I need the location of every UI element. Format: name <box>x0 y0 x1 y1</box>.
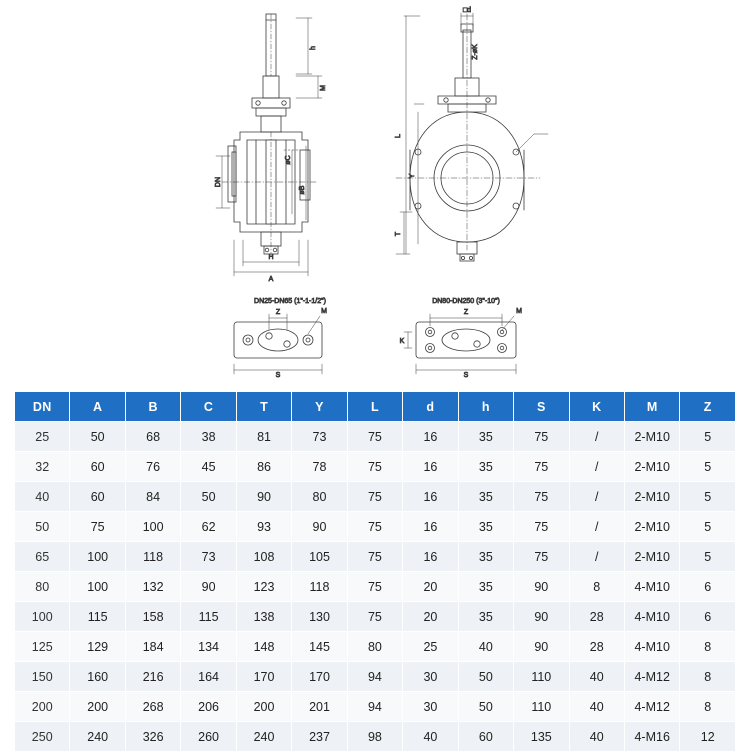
cell-a: 160 <box>70 662 125 692</box>
cell-y: 73 <box>292 422 347 452</box>
cell-b: 268 <box>125 692 180 722</box>
cell-y: 145 <box>292 632 347 662</box>
cell-k: 40 <box>569 662 624 692</box>
cell-h: 35 <box>458 452 513 482</box>
col-z: Z <box>680 392 736 422</box>
cell-k: / <box>569 512 624 542</box>
cell-z: 5 <box>680 452 736 482</box>
label-dn: DN <box>215 176 222 188</box>
cell-b: 216 <box>125 662 180 692</box>
cell-a: 50 <box>70 422 125 452</box>
cell-d: 16 <box>403 422 458 452</box>
cell-m: 2-M10 <box>624 512 679 542</box>
cell-d: 16 <box>403 512 458 542</box>
cell-m: 4-M12 <box>624 662 679 692</box>
label-s-right: S <box>463 372 469 379</box>
label-a: A <box>268 276 274 283</box>
cell-t: 81 <box>236 422 291 452</box>
cell-d: 25 <box>403 632 458 662</box>
cell-k: 28 <box>569 602 624 632</box>
flange-detail-large <box>404 314 516 374</box>
table-row <box>15 572 736 602</box>
col-t: T <box>236 392 291 422</box>
front-view <box>222 14 318 258</box>
cell-a: 240 <box>70 722 125 752</box>
cell-b: 118 <box>125 542 180 572</box>
label-t: T <box>395 231 402 237</box>
cell-s: 75 <box>514 512 569 542</box>
cell-d: 40 <box>403 722 458 752</box>
cell-h: 35 <box>458 422 513 452</box>
cell-d: 30 <box>403 692 458 722</box>
cell-t: 93 <box>236 512 291 542</box>
cell-dn: 40 <box>15 482 70 512</box>
cell-m: 4-M12 <box>624 692 679 722</box>
col-c: C <box>181 392 236 422</box>
cell-k: 40 <box>569 722 624 752</box>
col-l: L <box>347 392 402 422</box>
cell-l: 75 <box>347 482 402 512</box>
cell-z: 12 <box>680 722 736 752</box>
cell-c: 134 <box>181 632 236 662</box>
cell-z: 6 <box>680 572 736 602</box>
cell-m: 2-M10 <box>624 452 679 482</box>
cell-c: 38 <box>181 422 236 452</box>
cell-m: 4-M10 <box>624 632 679 662</box>
flange-detail-small <box>234 314 322 374</box>
cell-dn: 25 <box>15 422 70 452</box>
table-row <box>15 422 736 452</box>
label-h-upper: h <box>310 46 317 50</box>
cell-d: 20 <box>403 572 458 602</box>
label-square: □d <box>462 7 472 14</box>
cell-m: 4-M16 <box>624 722 679 752</box>
table-row <box>15 632 736 662</box>
cell-m: 2-M10 <box>624 482 679 512</box>
cell-z: 5 <box>680 512 736 542</box>
cell-b: 184 <box>125 632 180 662</box>
label-phi-c: øC <box>285 155 292 165</box>
cell-k: / <box>569 452 624 482</box>
cell-k: / <box>569 542 624 572</box>
cell-y: 118 <box>292 572 347 602</box>
cell-m: 4-M10 <box>624 602 679 632</box>
cell-b: 68 <box>125 422 180 452</box>
cell-dn: 100 <box>15 602 70 632</box>
col-dn: DN <box>15 392 70 422</box>
col-a: A <box>70 392 125 422</box>
cell-b: 76 <box>125 452 180 482</box>
cell-s: 110 <box>514 692 569 722</box>
cell-a: 200 <box>70 692 125 722</box>
cell-h: 50 <box>458 662 513 692</box>
col-m: M <box>624 392 679 422</box>
cell-d: 16 <box>403 542 458 572</box>
cell-a: 60 <box>70 482 125 512</box>
cell-b: 84 <box>125 482 180 512</box>
cell-c: 90 <box>181 572 236 602</box>
spec-table <box>14 391 736 752</box>
cell-c: 62 <box>181 512 236 542</box>
cell-t: 240 <box>236 722 291 752</box>
cell-s: 135 <box>514 722 569 752</box>
cell-t: 86 <box>236 452 291 482</box>
cell-k: / <box>569 422 624 452</box>
cell-dn: 65 <box>15 542 70 572</box>
table-row <box>15 662 736 692</box>
cell-h: 35 <box>458 572 513 602</box>
spec-table-wrap <box>14 391 736 752</box>
cell-t: 90 <box>236 482 291 512</box>
col-d: d <box>403 392 458 422</box>
table-header-row <box>15 392 736 422</box>
cell-z: 8 <box>680 692 736 722</box>
cell-s: 90 <box>514 602 569 632</box>
cell-c: 164 <box>181 662 236 692</box>
cell-a: 129 <box>70 632 125 662</box>
cell-y: 80 <box>292 482 347 512</box>
cell-s: 75 <box>514 452 569 482</box>
cell-c: 206 <box>181 692 236 722</box>
cell-s: 75 <box>514 542 569 572</box>
cell-z: 5 <box>680 542 736 572</box>
table-row <box>15 512 736 542</box>
cell-l: 80 <box>347 632 402 662</box>
label-z-ok: Z-øK <box>472 44 479 60</box>
cell-c: 73 <box>181 542 236 572</box>
cell-c: 45 <box>181 452 236 482</box>
cell-y: 201 <box>292 692 347 722</box>
cell-dn: 32 <box>15 452 70 482</box>
cell-s: 75 <box>514 422 569 452</box>
cell-m: 4-M10 <box>624 572 679 602</box>
cell-b: 326 <box>125 722 180 752</box>
cell-y: 237 <box>292 722 347 752</box>
table-row <box>15 602 736 632</box>
cell-l: 94 <box>347 662 402 692</box>
cell-h: 35 <box>458 482 513 512</box>
cell-h: 35 <box>458 542 513 572</box>
cell-d: 20 <box>403 602 458 632</box>
cell-dn: 125 <box>15 632 70 662</box>
cell-m: 2-M10 <box>624 542 679 572</box>
cell-y: 105 <box>292 542 347 572</box>
cell-y: 90 <box>292 512 347 542</box>
cell-d: 30 <box>403 662 458 692</box>
cell-c: 115 <box>181 602 236 632</box>
cell-h: 35 <box>458 512 513 542</box>
table-row <box>15 722 736 752</box>
cell-t: 123 <box>236 572 291 602</box>
col-h: h <box>458 392 513 422</box>
cell-z: 6 <box>680 602 736 632</box>
col-k: K <box>569 392 624 422</box>
label-phi-b: øB <box>299 185 306 195</box>
col-s: S <box>514 392 569 422</box>
cell-a: 60 <box>70 452 125 482</box>
cell-z: 5 <box>680 482 736 512</box>
side-view <box>396 14 540 261</box>
cell-d: 16 <box>403 452 458 482</box>
cell-y: 130 <box>292 602 347 632</box>
label-m-right: M <box>516 308 522 315</box>
cell-l: 94 <box>347 692 402 722</box>
cell-b: 100 <box>125 512 180 542</box>
cell-l: 98 <box>347 722 402 752</box>
label-z-right: Z <box>463 309 469 316</box>
cell-c: 50 <box>181 482 236 512</box>
caption-small-flange: DN25-DN65 (1"-1-1/2") <box>254 298 326 305</box>
cell-k: 8 <box>569 572 624 602</box>
cell-t: 148 <box>236 632 291 662</box>
cell-h: 60 <box>458 722 513 752</box>
table-row <box>15 452 736 482</box>
cell-l: 75 <box>347 452 402 482</box>
cell-y: 170 <box>292 662 347 692</box>
label-h-lower: H <box>268 254 274 261</box>
cell-d: 16 <box>403 482 458 512</box>
cell-c: 260 <box>181 722 236 752</box>
cell-dn: 150 <box>15 662 70 692</box>
label-s-left: S <box>275 372 281 379</box>
col-y: Y <box>292 392 347 422</box>
label-y: Y <box>409 173 416 179</box>
label-z-left: Z <box>275 309 281 316</box>
cell-a: 100 <box>70 572 125 602</box>
cell-s: 90 <box>514 632 569 662</box>
table-row <box>15 542 736 572</box>
table-row <box>15 692 736 722</box>
cell-l: 75 <box>347 542 402 572</box>
cell-m: 2-M10 <box>624 422 679 452</box>
cell-s: 110 <box>514 662 569 692</box>
cell-a: 100 <box>70 542 125 572</box>
cell-dn: 80 <box>15 572 70 602</box>
cell-a: 75 <box>70 512 125 542</box>
cell-z: 8 <box>680 662 736 692</box>
cell-t: 200 <box>236 692 291 722</box>
cell-t: 108 <box>236 542 291 572</box>
cell-l: 75 <box>347 602 402 632</box>
cell-dn: 250 <box>15 722 70 752</box>
cell-y: 78 <box>292 452 347 482</box>
cell-t: 138 <box>236 602 291 632</box>
cell-a: 115 <box>70 602 125 632</box>
cell-l: 75 <box>347 572 402 602</box>
cell-s: 75 <box>514 482 569 512</box>
caption-large-flange: DN80-DN250 (3"-10") <box>432 298 500 305</box>
label-m: M <box>320 85 327 91</box>
cell-l: 75 <box>347 422 402 452</box>
cell-h: 35 <box>458 602 513 632</box>
cell-z: 8 <box>680 632 736 662</box>
col-b: B <box>125 392 180 422</box>
cell-k: 40 <box>569 692 624 722</box>
label-m-left: M <box>321 308 327 315</box>
cell-dn: 50 <box>15 512 70 542</box>
cell-b: 132 <box>125 572 180 602</box>
cell-dn: 200 <box>15 692 70 722</box>
cell-h: 50 <box>458 692 513 722</box>
cell-b: 158 <box>125 602 180 632</box>
cell-h: 40 <box>458 632 513 662</box>
cell-k: / <box>569 482 624 512</box>
cell-l: 75 <box>347 512 402 542</box>
cell-z: 5 <box>680 422 736 452</box>
table-row <box>15 482 736 512</box>
cell-t: 170 <box>236 662 291 692</box>
cell-s: 90 <box>514 572 569 602</box>
label-l: L <box>395 134 402 138</box>
label-k-right: K <box>399 338 405 345</box>
cell-k: 28 <box>569 632 624 662</box>
